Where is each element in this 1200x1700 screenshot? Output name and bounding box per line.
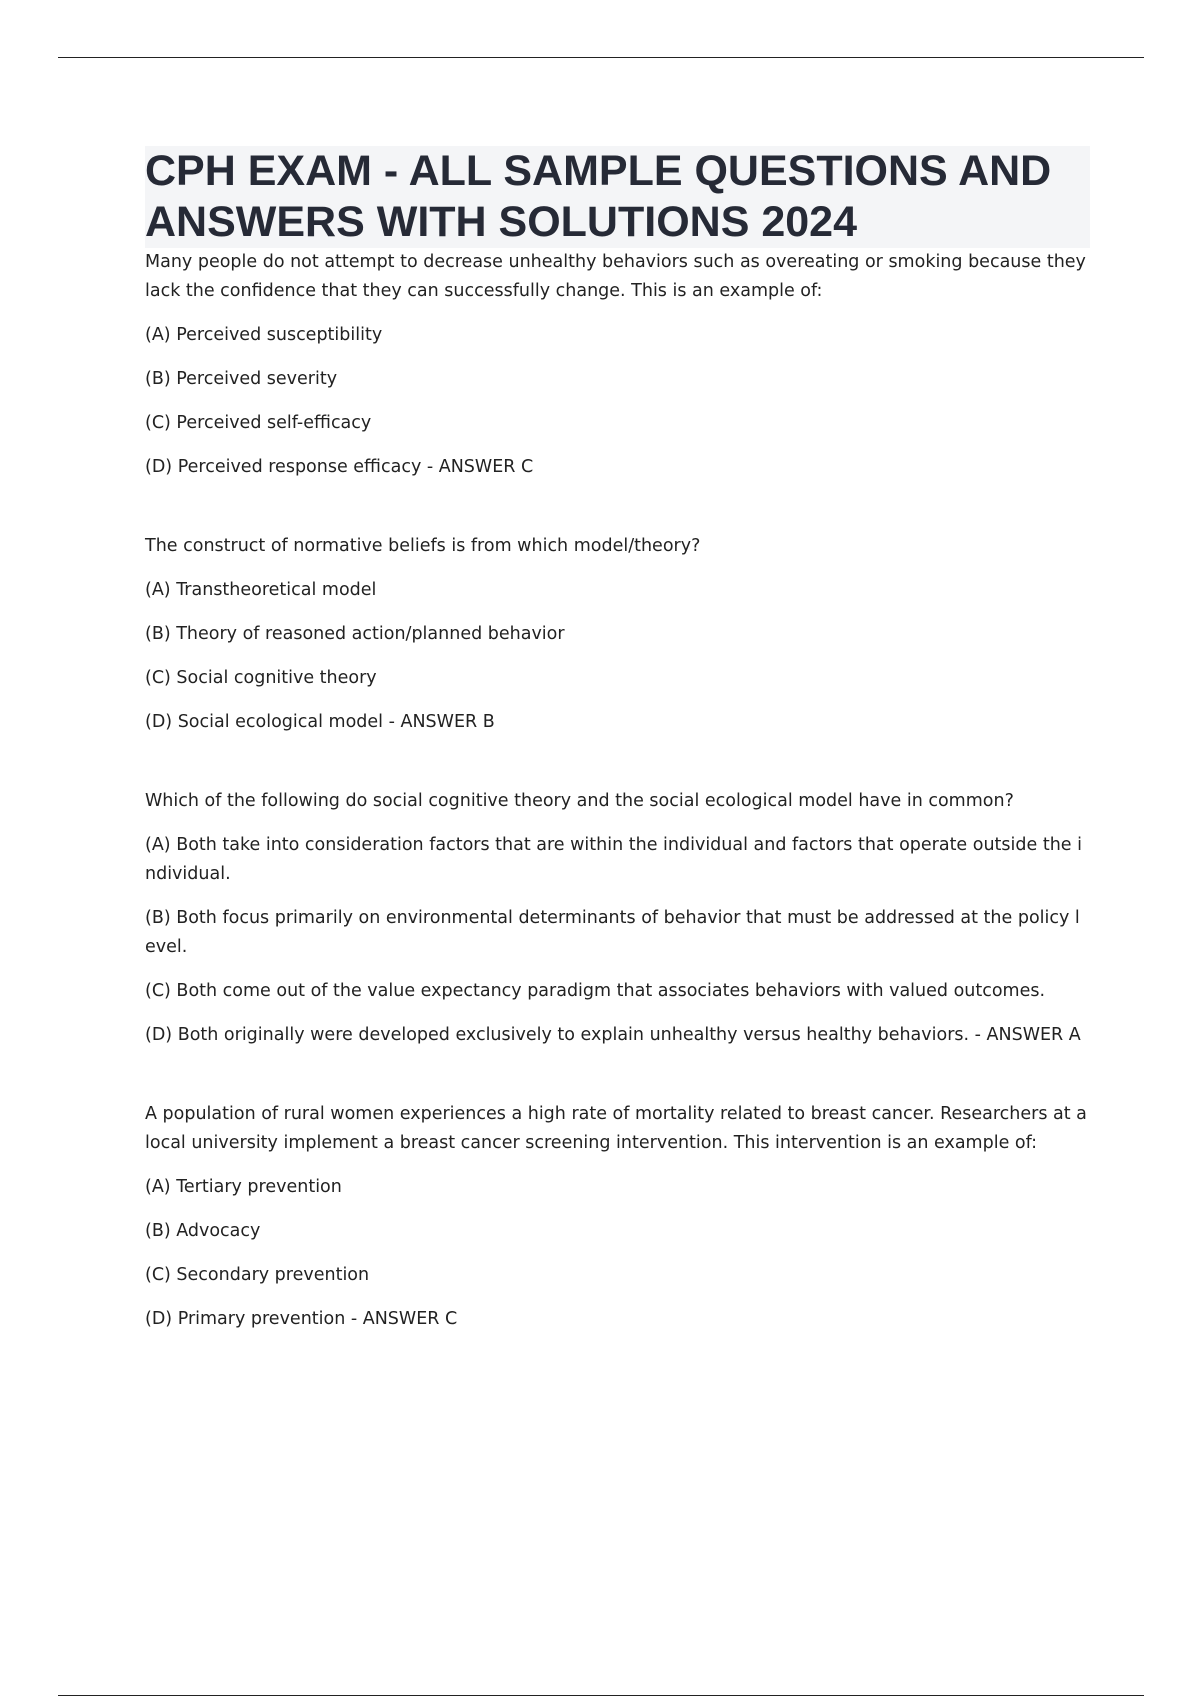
document-body [145, 146, 1090, 1334]
option-a: (A) Tertiary prevention [145, 1177, 342, 1197]
option-b: (B) Both focus primarily on environmental determinants of behavior that must be addressed at the policy level. [145, 908, 1080, 957]
question-2 [145, 532, 1090, 737]
top-rule [58, 57, 1144, 58]
option-a: (A) Transtheoretical model [145, 580, 377, 600]
option-c: (C) Both come out of the value expectancy paradigm that associates behaviors with valued outcomes. [145, 981, 1046, 1001]
option-d: (D) Both originally were developed exclusively to explain unhealthy versus healthy behaviors. - ANSWER A [145, 1025, 1081, 1045]
option-a: (A) Perceived susceptibility [145, 325, 383, 345]
question-4 [145, 1100, 1090, 1334]
option-d: (D) Perceived response efficacy - ANSWER C [145, 457, 534, 477]
option-b: (B) Advocacy [145, 1221, 261, 1241]
option-c: (C) Social cognitive theory [145, 668, 377, 688]
option-b: (B) Perceived severity [145, 369, 338, 389]
document-title: CPH EXAM - ALL SAMPLE QUESTIONS AND ANSWERS WITH SOLUTIONS 2024 [145, 146, 1090, 248]
question-text: Which of the following do social cognitive theory and the social ecological model have in common? [145, 791, 1014, 811]
option-d: (D) Primary prevention - ANSWER C [145, 1309, 458, 1329]
bottom-rule [58, 1695, 1144, 1696]
question-text: The construct of normative beliefs is from which model/theory? [145, 536, 701, 556]
option-b: (B) Theory of reasoned action/planned behavior [145, 624, 565, 644]
option-a: (A) Both take into consideration factors that are within the individual and factors that operate outside the individual. [145, 835, 1082, 884]
question-1 [145, 248, 1090, 482]
question-text: A population of rural women experiences a high rate of mortality related to breast cancer. Researchers at a local university implement a breast cancer screening intervention. This intervention is an example of: [145, 1104, 1087, 1153]
question-3 [145, 787, 1090, 1050]
question-text: Many people do not attempt to decrease unhealthy behaviors such as overeating or smoking because they lack the confidence that they can successfully change. This is an example of: [145, 252, 1086, 301]
option-c: (C) Secondary prevention [145, 1265, 370, 1285]
option-c: (C) Perceived self-efficacy [145, 413, 372, 433]
option-d: (D) Social ecological model - ANSWER B [145, 712, 495, 732]
